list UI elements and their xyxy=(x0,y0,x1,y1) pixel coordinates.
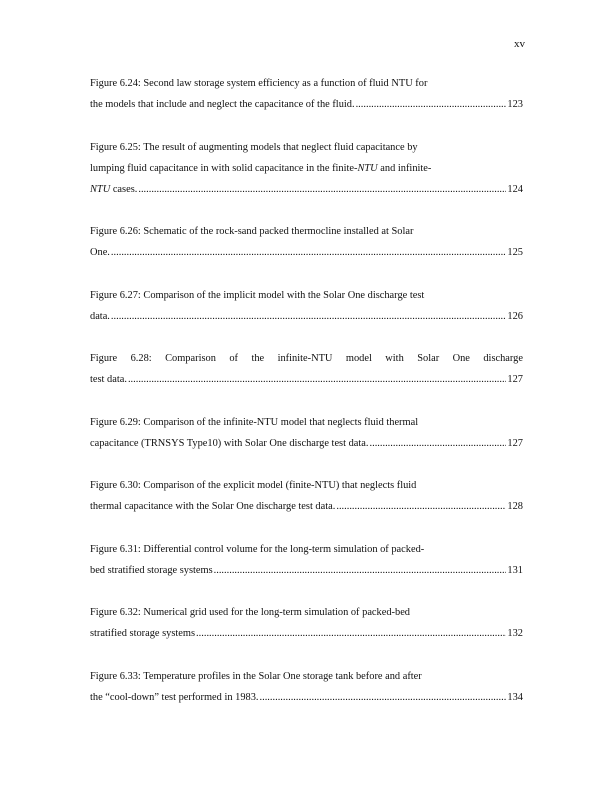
entry-caption-line: data. xyxy=(90,310,110,322)
entry-caption-line: Figure 6.32: Numerical grid used for the long-term simulation of packed-bed xyxy=(90,607,411,618)
entry-caption-line: Figure 6.25: The result of augmenting models that neglect fluid capacitance by xyxy=(90,141,418,153)
entry-page-number: 134 xyxy=(507,691,523,703)
entry-caption-line: bed stratified storage systems xyxy=(90,564,213,576)
dot-leader xyxy=(370,433,507,454)
entry-caption-line: Figure 6.31: Differential control volume for the long-term simulation of packed- xyxy=(90,543,425,555)
entry-caption-line: Figure 6.27: Comparison of the implicit model with the Solar One discharge test xyxy=(90,289,425,301)
entry-caption-line: Figure 6.26: Schematic of the rock-sand packed thermocline installed at Solar xyxy=(90,226,414,237)
entry-page-number: 128 xyxy=(507,501,523,512)
entry-caption-line: thermal capacitance with the Solar One discharge test data. xyxy=(90,501,336,512)
entry-caption-line: test data. xyxy=(90,374,127,385)
entry-caption-line: NTU cases. xyxy=(90,183,138,195)
entry-page-number: 132 xyxy=(507,628,523,639)
dot-leader xyxy=(336,496,506,517)
figure-entry-6-29 xyxy=(90,412,523,454)
list-of-figures xyxy=(90,73,523,729)
entry-page-number: 131 xyxy=(507,564,523,576)
entry-caption-line: Figure 6.29: Comparison of the infinite-NTU model that neglects fluid thermal xyxy=(90,416,419,428)
figure-entry-6-31 xyxy=(90,539,523,581)
entry-page-number: 124 xyxy=(507,183,523,195)
dot-leader xyxy=(111,242,506,263)
entry-caption-line: One. xyxy=(90,247,110,258)
entry-caption-line: stratified storage systems xyxy=(90,628,196,639)
entry-caption-line: the models that include and neglect the capacitance of the fluid. xyxy=(90,99,355,110)
dot-leader xyxy=(356,94,507,115)
dot-leader xyxy=(260,687,507,708)
figure-entry-6-24 xyxy=(90,73,523,115)
entry-caption-line: Figure 6.33: Temperature profiles in the Solar One storage tank before and after xyxy=(90,670,422,682)
figure-entry-6-28 xyxy=(90,348,523,390)
dot-leader xyxy=(138,179,506,200)
entry-caption-line: the “cool-down” test performed in 1983. xyxy=(90,691,259,703)
figure-entry-6-33 xyxy=(90,666,523,708)
entry-caption-line: Figure 6.28: Comparison of the infinite-NTU model with Solar One discharge xyxy=(90,353,523,364)
entry-page-number: 125 xyxy=(507,247,523,258)
entry-caption-line: Figure 6.24: Second law storage system efficiency as a function of fluid NTU for xyxy=(90,78,428,89)
figure-entry-6-32 xyxy=(90,602,523,644)
entry-page-number: 127 xyxy=(507,374,523,385)
dot-leader xyxy=(196,623,506,644)
figure-entry-6-26 xyxy=(90,221,523,263)
dot-leader xyxy=(214,560,507,581)
dot-leader xyxy=(128,369,506,390)
entry-caption-line: lumping fluid capacitance in with solid capacitance in the finite-NTU and infinite- xyxy=(90,162,432,174)
entry-caption-line: capacitance (TRNSYS Type10) with Solar One discharge test data. xyxy=(90,437,369,449)
figure-entry-6-25 xyxy=(90,137,523,200)
entry-page-number: 126 xyxy=(507,310,523,322)
figure-entry-6-30 xyxy=(90,475,523,517)
entry-page-number: 123 xyxy=(507,99,523,110)
entry-page-number: 127 xyxy=(507,437,523,449)
dot-leader xyxy=(111,306,507,327)
page-number: xv xyxy=(514,38,525,50)
figure-entry-6-27 xyxy=(90,285,523,327)
entry-caption-line: Figure 6.30: Comparison of the explicit model (finite-NTU) that neglects fluid xyxy=(90,480,417,491)
